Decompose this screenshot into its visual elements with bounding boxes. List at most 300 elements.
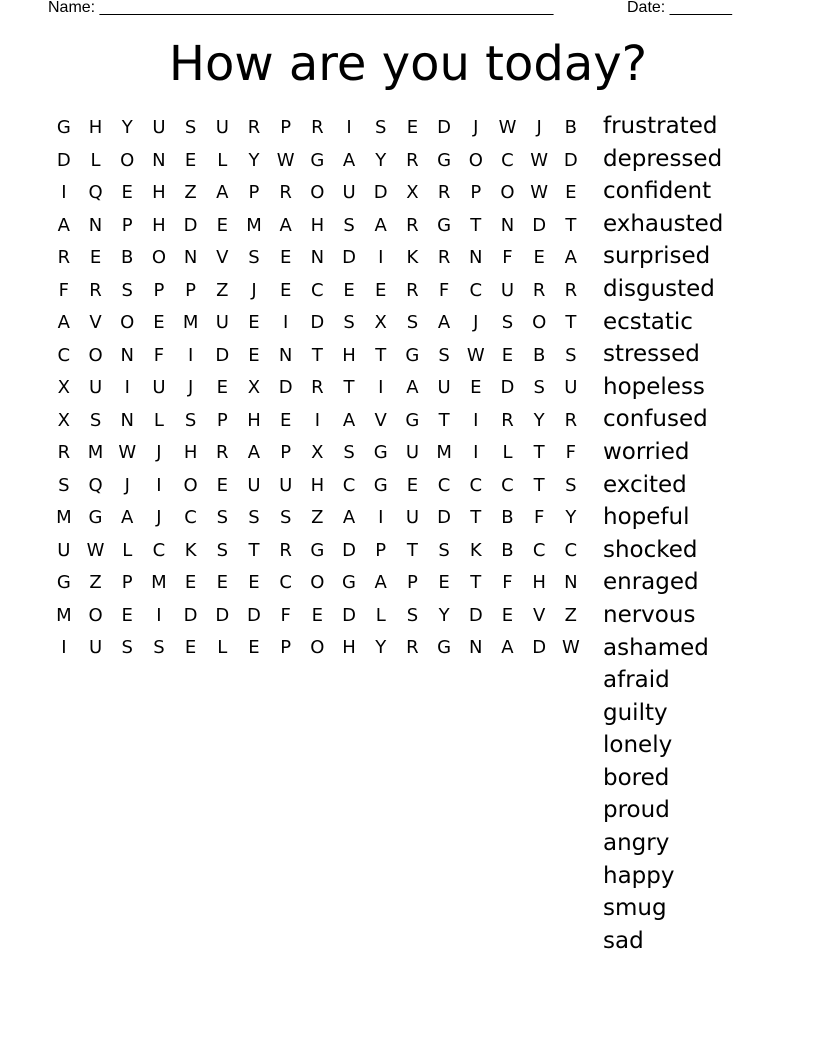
word-list-item: angry bbox=[603, 830, 670, 857]
grid-letter: L bbox=[217, 149, 228, 171]
grid-letter: O bbox=[88, 604, 103, 626]
grid-letter: R bbox=[406, 637, 419, 658]
grid-letter: D bbox=[342, 539, 356, 561]
grid-letter: E bbox=[279, 279, 292, 301]
date-field-label: Date: _______ bbox=[627, 0, 732, 16]
grid-letter: N bbox=[564, 572, 578, 593]
grid-letter: J bbox=[473, 117, 479, 138]
grid-letter: V bbox=[216, 247, 229, 268]
grid-letter: O bbox=[532, 312, 547, 333]
grid-letter: E bbox=[279, 247, 292, 268]
grid-letter: F bbox=[280, 604, 291, 626]
grid-letter: R bbox=[437, 247, 451, 268]
grid-letter: E bbox=[216, 474, 228, 496]
grid-letter: I bbox=[61, 182, 67, 203]
grid-letter: X bbox=[57, 409, 71, 431]
grid-letter: S bbox=[406, 604, 419, 626]
grid-letter: O bbox=[120, 312, 135, 333]
grid-row bbox=[48, 470, 588, 503]
grid-letter: A bbox=[247, 442, 261, 463]
grid-letter: L bbox=[90, 149, 101, 171]
grid-letter: G bbox=[373, 442, 388, 463]
grid-letter: D bbox=[215, 344, 230, 366]
grid-letter: E bbox=[216, 377, 228, 398]
grid-letter: A bbox=[279, 214, 292, 236]
grid-letter: R bbox=[501, 409, 514, 431]
grid-letter: P bbox=[280, 637, 292, 658]
word-list-item: sad bbox=[603, 927, 644, 954]
grid-row bbox=[48, 437, 588, 470]
grid-letter: E bbox=[121, 182, 133, 203]
grid-letter: U bbox=[57, 539, 71, 561]
grid-letter: Y bbox=[375, 637, 387, 658]
grid-letter: D bbox=[56, 149, 71, 171]
grid-letter: J bbox=[473, 312, 479, 333]
grid-letter: V bbox=[89, 312, 102, 333]
grid-letter: S bbox=[248, 247, 260, 268]
grid-row bbox=[48, 535, 588, 568]
word-list-item: confident bbox=[603, 178, 712, 205]
grid-letter: S bbox=[375, 117, 387, 138]
grid-letter: L bbox=[217, 637, 228, 658]
grid-letter: W bbox=[118, 442, 137, 463]
grid-letter: G bbox=[342, 572, 356, 593]
grid-letter: R bbox=[216, 442, 229, 463]
grid-letter: B bbox=[564, 117, 578, 138]
grid-letter: N bbox=[88, 214, 103, 236]
grid-letter: Q bbox=[88, 474, 103, 496]
grid-letter: S bbox=[121, 279, 133, 301]
grid-letter: S bbox=[406, 312, 419, 333]
grid-letter: R bbox=[311, 377, 324, 398]
word-list-item: exhausted bbox=[603, 210, 724, 237]
grid-letter: I bbox=[473, 409, 479, 431]
grid-letter: D bbox=[437, 507, 452, 528]
grid-letter: B bbox=[501, 539, 514, 561]
grid-letter: A bbox=[501, 637, 514, 658]
grid-letter: Z bbox=[564, 604, 578, 626]
grid-letter: P bbox=[185, 279, 197, 301]
grid-letter: E bbox=[375, 279, 387, 301]
grid-letter: D bbox=[183, 214, 198, 236]
grid-letter: V bbox=[374, 409, 387, 431]
grid-letter: H bbox=[247, 409, 261, 431]
grid-letter: T bbox=[470, 214, 482, 236]
grid-letter: A bbox=[374, 572, 387, 593]
grid-letter: A bbox=[406, 377, 419, 398]
grid-letter: R bbox=[57, 442, 71, 463]
grid-letter: I bbox=[283, 312, 289, 333]
grid-letter: M bbox=[87, 442, 104, 463]
grid-letter: T bbox=[375, 344, 387, 366]
grid-letter: S bbox=[438, 539, 450, 561]
grid-letter: S bbox=[501, 312, 514, 333]
grid-letter: G bbox=[56, 117, 71, 138]
grid-letter: F bbox=[565, 442, 577, 463]
grid-letter: E bbox=[279, 409, 292, 431]
grid-letter: Z bbox=[184, 182, 197, 203]
grid-letter: S bbox=[184, 409, 197, 431]
word-list-item: frustrated bbox=[603, 113, 718, 139]
word-list-item: enraged bbox=[603, 569, 699, 596]
grid-row bbox=[48, 145, 588, 178]
grid-letter: S bbox=[184, 117, 197, 138]
grid-letter: P bbox=[280, 117, 292, 138]
grid-letter: O bbox=[120, 149, 135, 171]
word-list-item: nervous bbox=[603, 601, 696, 628]
word-list-item: lonely bbox=[603, 732, 673, 759]
grid-letter: N bbox=[469, 637, 483, 658]
grid-letter: P bbox=[153, 279, 165, 301]
grid-letter: G bbox=[310, 149, 325, 171]
grid-letter: W bbox=[530, 182, 549, 203]
grid-letter: I bbox=[378, 507, 384, 528]
grid-letter: M bbox=[56, 604, 72, 626]
grid-letter: E bbox=[565, 182, 577, 203]
grid-letter: D bbox=[183, 604, 198, 626]
grid-letter: G bbox=[437, 149, 452, 171]
grid-row bbox=[48, 600, 588, 633]
grid-letter: I bbox=[314, 409, 320, 431]
word-list bbox=[603, 110, 723, 957]
grid-letter: R bbox=[406, 279, 419, 301]
grid-letter: T bbox=[470, 507, 482, 528]
grid-letter: T bbox=[533, 442, 545, 463]
grid-row bbox=[48, 567, 588, 600]
word-list-item: depressed bbox=[603, 145, 723, 172]
grid-letter: P bbox=[406, 572, 418, 593]
grid-letter: M bbox=[151, 572, 167, 593]
grid-letter: S bbox=[343, 312, 355, 333]
grid-letter: I bbox=[61, 637, 67, 658]
grid-letter: B bbox=[532, 344, 546, 366]
grid-row bbox=[48, 177, 588, 210]
grid-letter: X bbox=[311, 442, 324, 463]
grid-letter: C bbox=[501, 149, 514, 171]
word-list-item: happy bbox=[603, 862, 675, 889]
grid-letter: R bbox=[406, 214, 419, 236]
word-list-item: stressed bbox=[603, 341, 700, 368]
grid-letter: E bbox=[501, 344, 514, 366]
word-list-item: bored bbox=[603, 764, 670, 791]
grid-letter: R bbox=[311, 117, 324, 138]
word-list-item: guilty bbox=[603, 699, 668, 726]
grid-row bbox=[48, 307, 588, 340]
grid-letter: I bbox=[156, 604, 162, 626]
grid-letter: E bbox=[406, 474, 419, 496]
grid-letter: G bbox=[405, 344, 420, 366]
grid-letter: D bbox=[532, 214, 547, 236]
grid-letter: C bbox=[311, 279, 324, 301]
grid-letter: J bbox=[187, 377, 194, 398]
grid-letter: N bbox=[120, 344, 134, 366]
grid-letter: A bbox=[437, 312, 451, 333]
grid-letter: S bbox=[121, 637, 133, 658]
grid-letter: D bbox=[215, 604, 230, 626]
grid-letter: Y bbox=[248, 149, 260, 171]
grid-letter: H bbox=[532, 572, 546, 593]
grid-letter: U bbox=[152, 117, 166, 138]
grid-letter: E bbox=[533, 247, 545, 268]
word-list-item: hopeless bbox=[603, 373, 705, 400]
grid-letter: S bbox=[565, 344, 577, 366]
grid-letter: I bbox=[378, 377, 384, 398]
grid-letter: K bbox=[406, 247, 419, 268]
grid-letter: N bbox=[278, 344, 293, 366]
grid-letter: G bbox=[56, 572, 71, 593]
grid-letter: P bbox=[470, 182, 482, 203]
grid-letter: P bbox=[248, 182, 260, 203]
grid-letter: F bbox=[153, 344, 165, 366]
grid-row bbox=[48, 340, 588, 373]
name-field-label: Name: ___________________________________________________ bbox=[48, 0, 554, 16]
grid-letter: D bbox=[500, 377, 515, 398]
grid-letter: U bbox=[564, 377, 578, 398]
grid-letter: S bbox=[58, 474, 70, 496]
grid-letter: D bbox=[278, 377, 293, 398]
grid-letter: L bbox=[502, 442, 513, 463]
grid-letter: E bbox=[248, 572, 260, 593]
grid-letter: T bbox=[311, 344, 323, 366]
grid-letter: B bbox=[121, 247, 134, 268]
grid-letter: W bbox=[86, 539, 105, 561]
grid-letter: E bbox=[501, 604, 514, 626]
grid-letter: Q bbox=[88, 182, 103, 203]
grid-letter: D bbox=[342, 604, 356, 626]
grid-letter: A bbox=[564, 247, 577, 268]
grid-letter: E bbox=[470, 377, 482, 398]
word-list-item: confused bbox=[603, 406, 708, 433]
grid-letter: R bbox=[247, 117, 261, 138]
grid-letter: S bbox=[153, 637, 165, 658]
word-list-item: shocked bbox=[603, 536, 698, 563]
grid-letter: C bbox=[279, 572, 292, 593]
grid-letter: C bbox=[564, 539, 578, 561]
word-list-item: proud bbox=[603, 797, 670, 824]
grid-letter: N bbox=[310, 247, 325, 268]
grid-letter: E bbox=[248, 312, 260, 333]
grid-letter: P bbox=[280, 442, 292, 463]
grid-letter: D bbox=[563, 149, 578, 171]
word-list-item: disgusted bbox=[603, 275, 715, 302]
grid-letter: E bbox=[121, 604, 133, 626]
grid-letter: F bbox=[438, 279, 450, 301]
grid-letter: U bbox=[279, 474, 293, 496]
grid-letter: F bbox=[533, 507, 545, 528]
grid-letter: G bbox=[373, 474, 388, 496]
grid-letter: T bbox=[406, 539, 418, 561]
grid-letter: R bbox=[89, 279, 102, 301]
grid-letter: Y bbox=[121, 117, 133, 138]
grid-letter: S bbox=[216, 507, 228, 528]
grid-letter: A bbox=[57, 312, 70, 333]
grid-letter: U bbox=[405, 507, 419, 528]
grid-letter: K bbox=[469, 539, 482, 561]
grid-letter: N bbox=[183, 247, 198, 268]
grid-letter: F bbox=[502, 572, 513, 593]
grid-row bbox=[48, 242, 588, 275]
grid-letter: X bbox=[374, 312, 387, 333]
grid-letter: E bbox=[184, 637, 197, 658]
grid-letter: C bbox=[532, 539, 546, 561]
grid-letter: W bbox=[561, 637, 580, 658]
grid-letter: J bbox=[156, 442, 162, 463]
grid-letter: N bbox=[469, 247, 483, 268]
grid-row bbox=[48, 405, 588, 438]
grid-letter: G bbox=[88, 507, 103, 528]
grid-letter: V bbox=[532, 604, 546, 626]
word-list-item: worried bbox=[603, 438, 690, 465]
letter-grid bbox=[48, 112, 588, 665]
grid-letter: O bbox=[183, 474, 198, 496]
grid-letter: I bbox=[378, 247, 384, 268]
grid-letter: H bbox=[310, 214, 325, 236]
grid-letter: H bbox=[342, 344, 356, 366]
grid-letter: C bbox=[469, 474, 483, 496]
grid-letter: C bbox=[469, 279, 483, 301]
grid-letter: D bbox=[468, 604, 483, 626]
grid-letter: E bbox=[343, 279, 355, 301]
grid-letter: N bbox=[152, 149, 166, 171]
grid-letter: X bbox=[406, 182, 419, 203]
grid-letter: I bbox=[473, 442, 479, 463]
grid-letter: E bbox=[153, 312, 165, 333]
grid-letter: P bbox=[216, 409, 228, 431]
word-list-item: ecstatic bbox=[603, 308, 693, 335]
grid-letter: Z bbox=[89, 572, 102, 593]
grid-letter: H bbox=[310, 474, 325, 496]
grid-letter: R bbox=[437, 182, 451, 203]
grid-letter: L bbox=[375, 604, 386, 626]
grid-row bbox=[48, 210, 588, 243]
grid-letter: Y bbox=[375, 149, 387, 171]
grid-letter: D bbox=[437, 117, 452, 138]
grid-letter: T bbox=[565, 214, 577, 236]
grid-letter: U bbox=[152, 377, 166, 398]
grid-letter: A bbox=[342, 409, 356, 431]
grid-letter: N bbox=[120, 409, 134, 431]
grid-letter: T bbox=[565, 312, 577, 333]
grid-letter: C bbox=[57, 344, 71, 366]
grid-letter: I bbox=[156, 474, 162, 496]
grid-letter: M bbox=[436, 442, 452, 463]
grid-letter: R bbox=[279, 539, 292, 561]
grid-letter: S bbox=[216, 539, 228, 561]
grid-letter: U bbox=[247, 474, 261, 496]
grid-letter: T bbox=[248, 539, 260, 561]
grid-row bbox=[48, 632, 588, 665]
grid-letter: E bbox=[216, 214, 228, 236]
grid-letter: U bbox=[342, 182, 356, 203]
grid-letter: H bbox=[152, 182, 166, 203]
grid-letter: J bbox=[124, 474, 130, 496]
grid-letter: S bbox=[438, 344, 450, 366]
grid-letter: Z bbox=[311, 507, 324, 528]
grid-letter: O bbox=[88, 344, 103, 366]
grid-letter: A bbox=[342, 149, 356, 171]
grid-letter: J bbox=[156, 507, 162, 528]
grid-letter: U bbox=[215, 117, 229, 138]
grid-letter: J bbox=[536, 117, 542, 138]
grid-letter: X bbox=[247, 377, 261, 398]
grid-letter: P bbox=[375, 539, 387, 561]
grid-letter: H bbox=[342, 637, 356, 658]
grid-letter: F bbox=[58, 279, 70, 301]
grid-letter: E bbox=[248, 344, 260, 366]
grid-letter: D bbox=[310, 312, 325, 333]
grid-letter: O bbox=[310, 637, 325, 658]
grid-letter: R bbox=[564, 279, 578, 301]
word-list-item: surprised bbox=[603, 243, 711, 270]
grid-letter: A bbox=[374, 214, 387, 236]
grid-letter: B bbox=[501, 507, 514, 528]
grid-letter: O bbox=[310, 572, 325, 593]
grid-letter: U bbox=[437, 377, 451, 398]
word-list-item: smug bbox=[603, 895, 667, 922]
grid-letter: O bbox=[500, 182, 515, 203]
grid-letter: T bbox=[343, 377, 355, 398]
grid-letter: R bbox=[57, 247, 71, 268]
grid-letter: J bbox=[251, 279, 257, 301]
grid-letter: H bbox=[152, 214, 166, 236]
grid-letter: G bbox=[437, 214, 452, 236]
grid-letter: S bbox=[343, 214, 355, 236]
grid-letter: G bbox=[405, 409, 420, 431]
grid-letter: M bbox=[182, 312, 199, 333]
page-title: How are you today? bbox=[168, 36, 648, 92]
grid-letter: G bbox=[437, 637, 452, 658]
grid-letter: C bbox=[184, 507, 197, 528]
word-list-item: excited bbox=[603, 471, 687, 498]
grid-letter: T bbox=[533, 474, 545, 496]
grid-letter: L bbox=[153, 409, 164, 431]
grid-letter: E bbox=[311, 604, 324, 626]
grid-letter: I bbox=[124, 377, 130, 398]
grid-letter: O bbox=[151, 247, 166, 268]
grid-letter: Y bbox=[565, 507, 577, 528]
grid-letter: E bbox=[438, 572, 450, 593]
grid-letter: R bbox=[279, 182, 292, 203]
grid-letter: Y bbox=[533, 409, 545, 431]
grid-letter: T bbox=[438, 409, 450, 431]
grid-row bbox=[48, 502, 588, 535]
grid-letter: T bbox=[470, 572, 482, 593]
grid-letter: P bbox=[121, 572, 133, 593]
grid-letter: C bbox=[342, 474, 356, 496]
grid-letter: E bbox=[248, 637, 260, 658]
grid-letter: E bbox=[216, 572, 228, 593]
grid-letter: A bbox=[216, 182, 229, 203]
grid-letter: H bbox=[88, 117, 103, 138]
word-list-item: afraid bbox=[603, 667, 670, 694]
word-list-item: ashamed bbox=[603, 634, 709, 661]
grid-letter: D bbox=[342, 247, 356, 268]
grid-letter: L bbox=[122, 539, 133, 561]
grid-letter: A bbox=[121, 507, 134, 528]
grid-letter: K bbox=[184, 539, 197, 561]
grid-letter: D bbox=[247, 604, 261, 626]
grid-letter: S bbox=[279, 507, 292, 528]
grid-letter: U bbox=[500, 279, 515, 301]
grid-letter: X bbox=[57, 377, 71, 398]
grid-letter: S bbox=[248, 507, 260, 528]
grid-letter: I bbox=[187, 344, 194, 366]
grid-letter: S bbox=[343, 442, 355, 463]
grid-letter: F bbox=[502, 247, 513, 268]
grid-letter: S bbox=[565, 474, 577, 496]
grid-letter: S bbox=[89, 409, 102, 431]
grid-letter: W bbox=[466, 344, 485, 366]
